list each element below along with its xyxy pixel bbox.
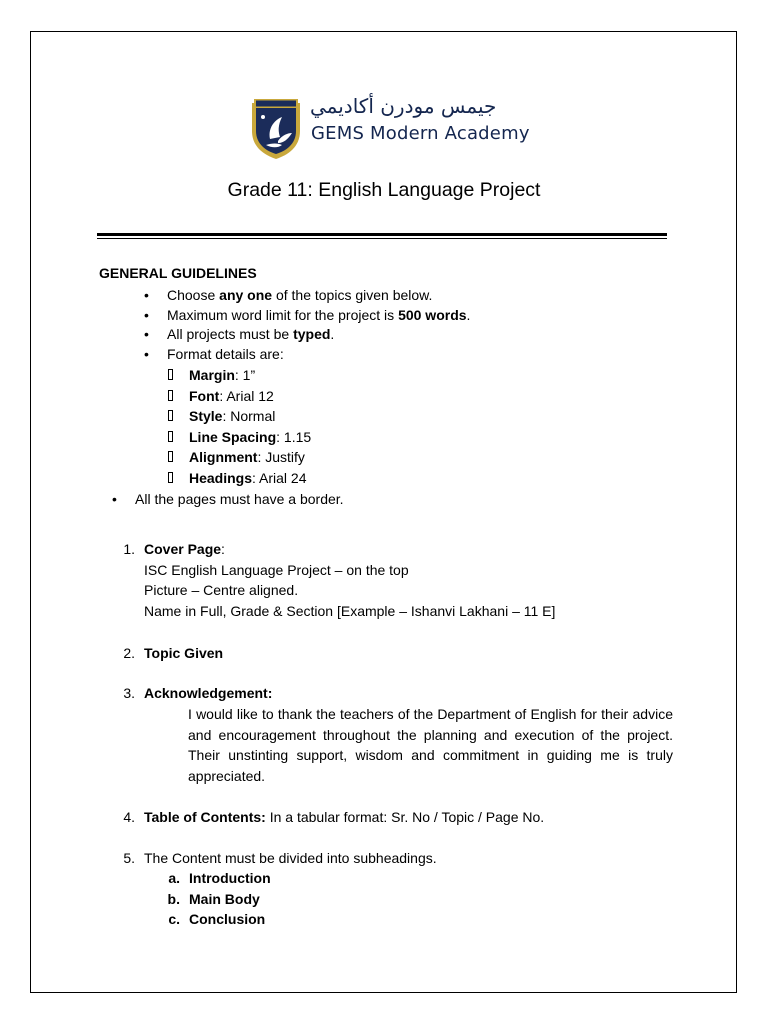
logo-school-name: GEMS Modern Academy	[311, 123, 530, 144]
item-number: 4.	[123, 809, 135, 825]
sub-letter: c.	[168, 911, 180, 927]
guideline-item: • All the pages must have a border.	[135, 489, 344, 510]
acknowledgement-label: Acknowledgement:	[144, 685, 273, 701]
cover-page-label: Cover Page:	[144, 541, 225, 557]
format-item: Margin: 1”	[189, 365, 255, 386]
format-item: Style: Normal	[189, 406, 275, 427]
cover-page-line: Name in Full, Grade & Section [Example – Ishanvi Lakhani – 11 E]	[144, 603, 556, 619]
item-number: 5.	[123, 850, 135, 866]
item-number: 3.	[123, 685, 135, 701]
format-item: Line Spacing: 1.15	[189, 427, 311, 448]
guideline-item: • Maximum word limit for the project is 500 words.	[167, 305, 470, 326]
table-of-contents-item: Table of Contents: In a tabular format: Sr. No / Topic / Page No.	[144, 809, 545, 825]
crest-icon	[248, 95, 304, 161]
cover-page-line: ISC English Language Project – on the top	[144, 562, 409, 578]
subheading-introduction: Introduction	[189, 870, 271, 886]
item-number: 1.	[123, 541, 135, 557]
format-item: Headings: Arial 24	[189, 468, 307, 489]
guidelines-heading: GENERAL GUIDELINES	[99, 265, 257, 281]
logo-arabic-name: جيمس مودرن أكاديمي	[310, 94, 497, 118]
guideline-item: • Choose any one of the topics given below.	[167, 285, 432, 306]
acknowledgement-text: I would like to thank the teachers of the Department of English for their advice and encouragement throughout the planning and execution of the project. Their unstinting support, wisdom and commitment in guiding me is truly appreciated.	[188, 706, 673, 784]
title-rule-thin	[97, 238, 667, 239]
topic-given-label: Topic Given	[144, 645, 224, 661]
guideline-item: • All projects must be typed.	[167, 324, 334, 345]
title-rule-thick	[97, 233, 667, 236]
guideline-item: • Format details are:	[167, 344, 284, 365]
format-item: Alignment: Justify	[189, 447, 305, 468]
cover-page-line: Picture – Centre aligned.	[144, 582, 299, 598]
item-number: 2.	[123, 645, 135, 661]
subheading-main-body: Main Body	[189, 891, 260, 907]
format-item: Font: Arial 12	[189, 386, 274, 407]
subheading-conclusion: Conclusion	[189, 911, 266, 927]
content-instruction: The Content must be divided into subheadings.	[144, 850, 437, 866]
sub-letter: a.	[168, 870, 180, 886]
document-title: Grade 11: English Language Project	[227, 179, 541, 201]
sub-letter: b.	[167, 891, 180, 907]
